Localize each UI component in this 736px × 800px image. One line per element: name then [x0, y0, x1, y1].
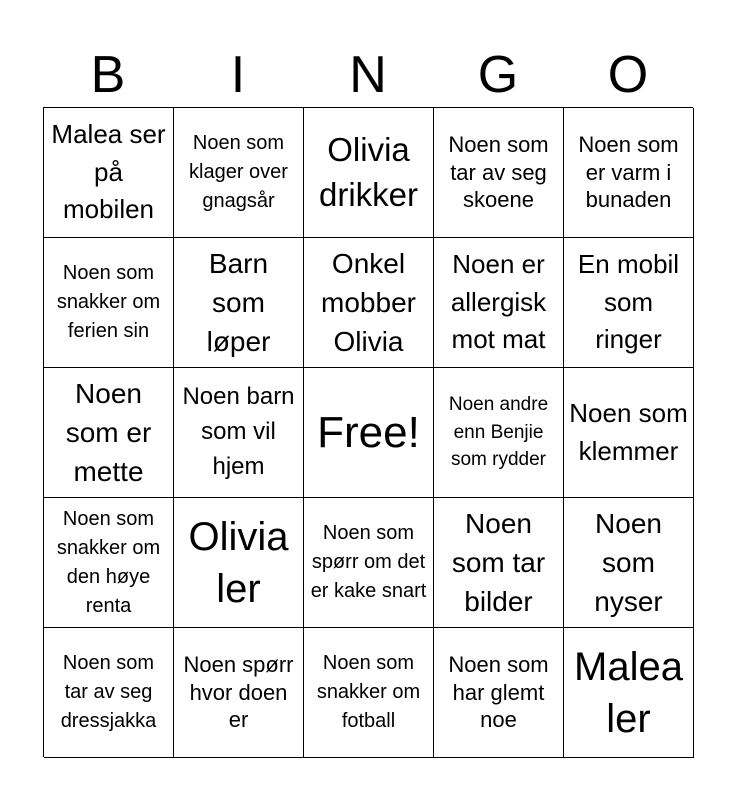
- bingo-header: [43, 44, 693, 106]
- cell-text: Barn som løper: [206, 247, 271, 358]
- cell-text: Malea ser på mobilen: [51, 118, 166, 225]
- cell-text: Noen som snakker om den høye renta: [56, 507, 161, 617]
- cell-text: Noen som klager over gnagsår: [189, 132, 288, 212]
- cell-text: Noen som spørr om det er kake snart: [310, 522, 427, 602]
- bingo-cell: [564, 108, 694, 238]
- bingo-cell: [434, 498, 564, 628]
- cell-text: Malea ler: [574, 644, 683, 741]
- cell-text: Noen som er varm i bunaden: [578, 132, 679, 213]
- header-letter-b: B: [90, 46, 126, 104]
- header-letter-n: N: [349, 46, 387, 104]
- cell-text: Noen andre enn Benjie som rydder: [448, 394, 549, 471]
- cell-text: Noen er allergisk mot mat: [450, 248, 547, 355]
- bingo-cell: [174, 108, 304, 238]
- bingo-card: [43, 107, 693, 757]
- bingo-cell: [44, 108, 174, 238]
- bingo-cell: [434, 628, 564, 758]
- bingo-cell: [564, 238, 694, 368]
- bingo-cell: [434, 238, 564, 368]
- cell-text: Noen spørr hvor doen er: [183, 652, 294, 733]
- cell-text: Noen som snakker om ferien sin: [56, 262, 161, 342]
- cell-text: Olivia ler: [188, 514, 289, 611]
- cell-text: Noen som er mette: [65, 377, 152, 488]
- cell-text: Noen som har glemt noe: [448, 652, 549, 733]
- cell-text: Noen som snakker om fotball: [316, 652, 421, 732]
- bingo-cell: [44, 238, 174, 368]
- cell-text: Noen som klemmer: [569, 397, 688, 466]
- bingo-cell: [304, 238, 434, 368]
- header-letter-g: G: [477, 46, 519, 104]
- bingo-cell: [434, 368, 564, 498]
- bingo-cell: [304, 108, 434, 238]
- cell-text: Noen som tar bilder: [451, 507, 546, 618]
- bingo-cell: [564, 368, 694, 498]
- cell-text: Noen som tar av seg skoene: [448, 132, 549, 213]
- cell-text: Noen som nyser: [594, 507, 663, 618]
- header-letter-i: I: [230, 46, 246, 104]
- cell-text: Onkel mobber Olivia: [321, 247, 416, 358]
- cell-text: Noen barn som vil hjem: [182, 383, 295, 480]
- bingo-cell: [564, 498, 694, 628]
- cell-text: En mobil som ringer: [577, 248, 680, 355]
- bingo-cell: [44, 368, 174, 498]
- cell-text: Noen som tar av seg dressjakka: [60, 652, 157, 732]
- bingo-cell: [44, 498, 174, 628]
- header-letter-o: O: [607, 46, 649, 104]
- bingo-cell: [304, 628, 434, 758]
- bingo-cell: [174, 238, 304, 368]
- bingo-cell: [304, 498, 434, 628]
- bingo-cell: [44, 628, 174, 758]
- free-space-cell: [304, 368, 434, 498]
- bingo-cell: [174, 498, 304, 628]
- bingo-cell: [174, 368, 304, 498]
- free-space-text: Free!: [317, 407, 420, 457]
- bingo-cell: [434, 108, 564, 238]
- cell-text: Olivia drikker: [318, 130, 419, 213]
- bingo-cell: [564, 628, 694, 758]
- bingo-cell: [174, 628, 304, 758]
